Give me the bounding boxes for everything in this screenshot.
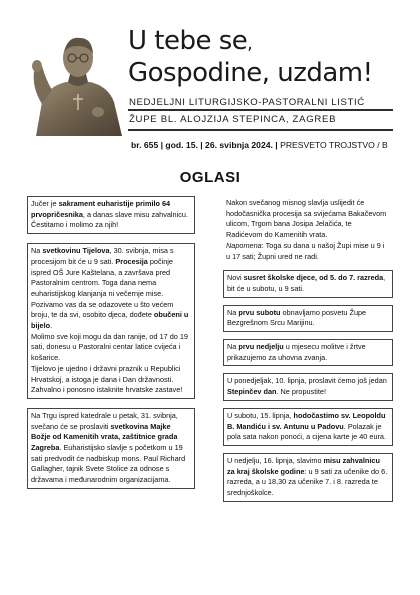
announcement-first-saturday: Na prvu subotu obnavljamo posvetu Župe Bezgrešnom Srcu Marijinu. (223, 305, 393, 332)
announcement-padova-pilgrimage: U subotu, 15. lipnja, hodočastimo sv. Leopoldu B. Mandiću i sv. Antunu u Padovu. Polazak je pola sata nakon ponoći, a cijena karte je 40 eura. (223, 408, 393, 446)
newsletter-title-line-2: Gospodine, uzdam! (128, 58, 373, 88)
announcement-procession-continued (223, 196, 393, 265)
announcement-kamenita-vrata: Na Trgu ispred katedrale u petak, 31. svibnja, svečano će se proslaviti svetkovina Majke Božje od Kamenitih vrata, zaštitnice grada Zagreba. Euharistijsko slavlje s početkom u 19 sati predvodit će nadbiskup mons. Paul Richard Gallagher, tajnik Svete Stolice za odnose s državama i međunarodnim organizacijama. (27, 408, 195, 489)
announcement-school-children: Novi susret školske djece, od 5. do 7. razreda, bit će u subotu, u 9 sati. (223, 270, 393, 297)
procession-note: Napomena: Toga su dana u našoj Župi mise u 9 i u 17 sati; Župni ured ne radi. (226, 240, 385, 261)
header-divider-bottom (128, 129, 393, 131)
corpus-christi-intro: Na svetkovinu Tijelova, 30. svibnja, misa s procesijom bit će u 9 sati. Procesija počinje ispred OŠ Jure Kaštelana, a završava pred Pastoralnim centrom. Toga dana nema euharistijskog klanjanja ni večernje mise. Pozivamo vas da se odazovete u što većem broju, te da svi, osobito djeca, dođete obučeni u bijelo. (31, 246, 189, 331)
announcement-corpus-christi (27, 243, 195, 399)
issue-info: br. 655 | god. 15. | 26. svibnja 2024. | PRESVETO TROJSTVO / B (131, 140, 388, 150)
procession-text: Nakon svečanog misnog slavlja uslijedit će hodočasnička procesija sa svijećama Bakačevom ulicom, Trgom bana Josipa Jelačića, te Radićevom do Kamenitih vrata. (226, 198, 387, 240)
announcement-first-sunday: Na prvu nedjelju u mjesecu molitve i žrtve prikazujemo za uhovna zvanja. (223, 339, 393, 366)
announcement-school-year-mass: U nedjelju, 16. lipnja, slavimo misu zahvalnicu za kraj školske godine: u 9 sati za učenike do 6. razreda, a u 18,30 za učenike 7. i 8. razreda te srednjoškolce. (223, 453, 393, 502)
stepinac-statue-image (28, 24, 128, 136)
announcements-left-column (27, 196, 195, 493)
parish-name: ŽUPE BL. ALOJZIJA STEPINCA, ZAGREB (129, 114, 337, 125)
header-divider-top (128, 109, 393, 111)
corpus-christi-statehood: Tijelovo je ujedno i državni praznik u Republici Hrvatskoj, a istoga je dana i Dan državnosti. Zahvalno i ponosno istaknite hrvatske zastave! (31, 363, 183, 395)
announcement-stepinac-day: U ponedjeljak, 10. lipnja, proslavit ćemo još jedan Stepinčev dan. Ne propustite! (223, 373, 393, 400)
announcements-right-column (223, 196, 393, 506)
announcement-first-communion: Jučer je sakrament euharistije primilo 64 prvopričesnika, a danas slave misu zahvalnicu. Čestitamo i molimo za njih! (27, 196, 195, 234)
corpus-christi-flowers: Molimo sve koji mogu da dan ranije, od 17 do 19 sati, donesu u Pastoralni centar latice cvijeća i košarice. (31, 331, 188, 363)
newsletter-title-line-1: U tebe se, (128, 26, 253, 56)
section-title: OGLASI (179, 169, 241, 186)
newsletter-subtitle: NEDJELJNI LITURGIJSKO-PASTORALNI LISTIĆ (129, 97, 365, 108)
